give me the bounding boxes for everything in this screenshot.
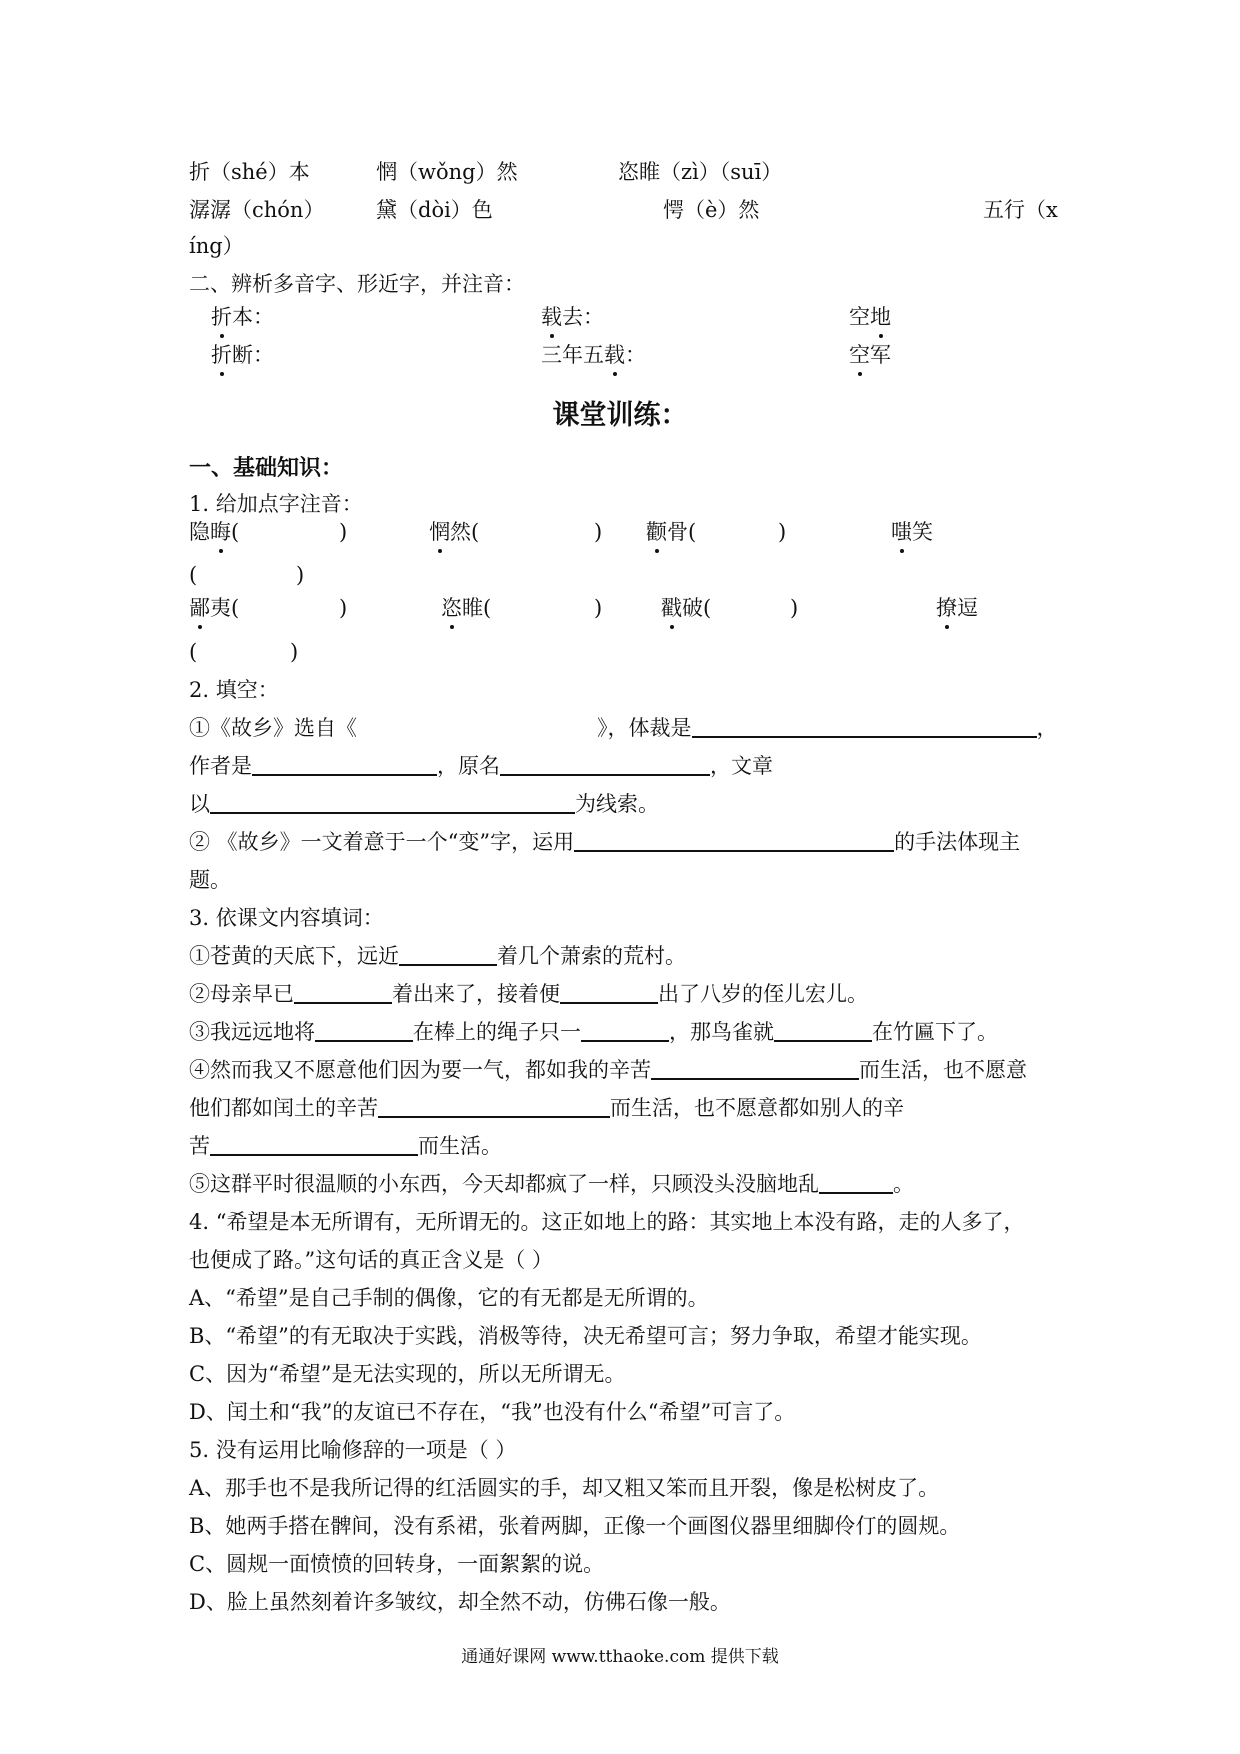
fill-in-line: ①苍黄的天底下，远近 着几个萧索的荒村。 xyxy=(189,944,686,968)
answer-blank[interactable] xyxy=(315,1018,413,1042)
answer-blank[interactable] xyxy=(252,752,437,776)
choice-b: B、她两手搭在髀间，没有系裙，张着两脚，正像一个画图仪器里细脚伶仃的圆规。 xyxy=(189,1514,961,1538)
question-title: 5. 没有运用比喻修辞的一项是（ ） xyxy=(189,1438,517,1462)
choice-d: D、脸上虽然刻着许多皱纹，却全然不动，仿佛石像一般。 xyxy=(189,1590,731,1614)
fill-in-line: ③我远远地将 在棒上的绳子只一 ，那鸟雀就 在竹匾下了。 xyxy=(189,1020,998,1044)
choice-c: C、因为“希望”是无法实现的，所以无所谓无。 xyxy=(189,1362,626,1386)
question-title: 3. 依课文内容填词： xyxy=(189,906,384,930)
fill-in-line: ② 《故乡》一文着意于一个“变”字，运用 的手法体现主 xyxy=(189,830,1021,854)
answer-blank[interactable] xyxy=(574,828,894,852)
choice-b: B、“希望”的有无取决于实践，消极等待，决无希望可言；努力争取，希望才能实现。 xyxy=(189,1324,982,1348)
polyphone-item: 载去： xyxy=(541,305,604,329)
question-title: 1. 给加点字注音： xyxy=(189,492,363,516)
polyphone-item: 空地 xyxy=(849,305,891,329)
pinyin-item: 折（shé）本 xyxy=(189,160,310,184)
choice-c: C、圆规一面愤愤的回转身，一面絮絮的说。 xyxy=(189,1552,605,1576)
paren-close: ) xyxy=(290,640,299,664)
pinyin-item: 惘（wǒng）然 xyxy=(376,160,518,184)
page-footer: 通通好课网 www.tthaoke.com 提供下载 xyxy=(461,1647,779,1667)
annotation-item: 惘然( xyxy=(429,520,480,544)
answer-blank[interactable] xyxy=(774,1018,872,1042)
choice-a: A、“希望”是自己手制的偶像，它的有无都是无所谓的。 xyxy=(189,1286,709,1310)
annotation-item: 撩逗 xyxy=(936,596,978,620)
pinyin-item: 潺潺（chón） xyxy=(189,198,325,222)
fill-in-line: 作者是 ，原名 ，文章 xyxy=(189,754,773,778)
section-title: 一、基础知识： xyxy=(189,456,344,481)
pinyin-item-wrap: íng） xyxy=(189,234,244,258)
paren-close: ) xyxy=(339,520,348,544)
paren-close: ) xyxy=(778,520,787,544)
paren-close: ) xyxy=(339,596,348,620)
answer-blank[interactable] xyxy=(210,1132,418,1156)
answer-blank[interactable] xyxy=(581,1018,669,1042)
choice-d: D、闰土和“我”的友谊已不存在，“我”也没有什么“希望”可言了。 xyxy=(189,1400,796,1424)
answer-blank[interactable] xyxy=(378,1094,610,1118)
fill-in-line: 以 为线索。 xyxy=(189,792,659,816)
annotation-item: 隐晦( xyxy=(189,520,240,544)
annotation-item: 鄙夷( xyxy=(189,596,240,620)
answer-blank[interactable] xyxy=(819,1170,893,1194)
pinyin-item: 愕（è）然 xyxy=(663,198,760,222)
paren-open: ( xyxy=(189,640,198,664)
annotation-item: 嗤笑 xyxy=(891,520,933,544)
fill-in-line: 苦 而生活。 xyxy=(189,1134,502,1158)
fill-in-line: 他们都如闰土的辛苦 而生活，也不愿意都如别人的辛 xyxy=(189,1096,904,1120)
question-text: 4. “希望是本无所谓有，无所谓无的。这正如地上的路：其实地上本没有路，走的人多了， xyxy=(189,1210,1025,1234)
paren-close: ) xyxy=(296,563,305,587)
fill-in-line: ②母亲早已 着出来了，接着便 出了八岁的侄儿宏儿。 xyxy=(189,982,868,1006)
pinyin-item: 恣睢（zì）（suī） xyxy=(618,160,783,184)
answer-blank[interactable] xyxy=(294,980,392,1004)
text-line: 题。 xyxy=(189,868,231,892)
page-title: 课堂训练： xyxy=(552,400,688,431)
answer-blank[interactable] xyxy=(692,714,1037,738)
paren-close: ) xyxy=(790,596,799,620)
pinyin-item: 五行（x xyxy=(983,198,1058,222)
fill-in-line: ④然而我又不愿意他们因为要一气，都如我的辛苦 而生活，也不愿意 xyxy=(189,1058,1027,1082)
paren-close: ) xyxy=(594,596,603,620)
answer-blank[interactable] xyxy=(651,1056,859,1080)
answer-blank[interactable] xyxy=(210,790,575,814)
paren-open: ( xyxy=(189,563,198,587)
fill-in-line: ①《故乡》选自《 》，体裁是 ， xyxy=(189,716,1058,740)
annotation-item: 戳破( xyxy=(661,596,712,620)
polyphone-item: 三年五载： xyxy=(541,343,646,367)
annotation-item: 恣睢( xyxy=(441,596,492,620)
pinyin-item: 黛（dòi）色 xyxy=(376,198,493,222)
question-text: 也便成了路。”这句话的真正含义是（ ） xyxy=(189,1248,553,1272)
annotation-item: 颧骨( xyxy=(646,520,697,544)
polyphone-item: 折本： xyxy=(211,305,274,329)
fill-in-line: ⑤这群平时很温顺的小东西，今天却都疯了一样，只顾没头没脑地乱 。 xyxy=(189,1172,914,1196)
polyphone-item: 空军 xyxy=(849,343,891,367)
answer-blank[interactable] xyxy=(399,942,497,966)
question-title: 2. 填空： xyxy=(189,678,279,702)
choice-a: A、那手也不是我所记得的红活圆实的手，却又粗又笨而且开裂，像是松树皮了。 xyxy=(189,1476,940,1500)
answer-blank[interactable] xyxy=(560,980,658,1004)
answer-blank[interactable] xyxy=(500,752,710,776)
polyphone-item: 折断： xyxy=(211,343,274,367)
paren-close: ) xyxy=(594,520,603,544)
section-title: 二、辨析多音字、形近字，并注音： xyxy=(189,272,525,296)
